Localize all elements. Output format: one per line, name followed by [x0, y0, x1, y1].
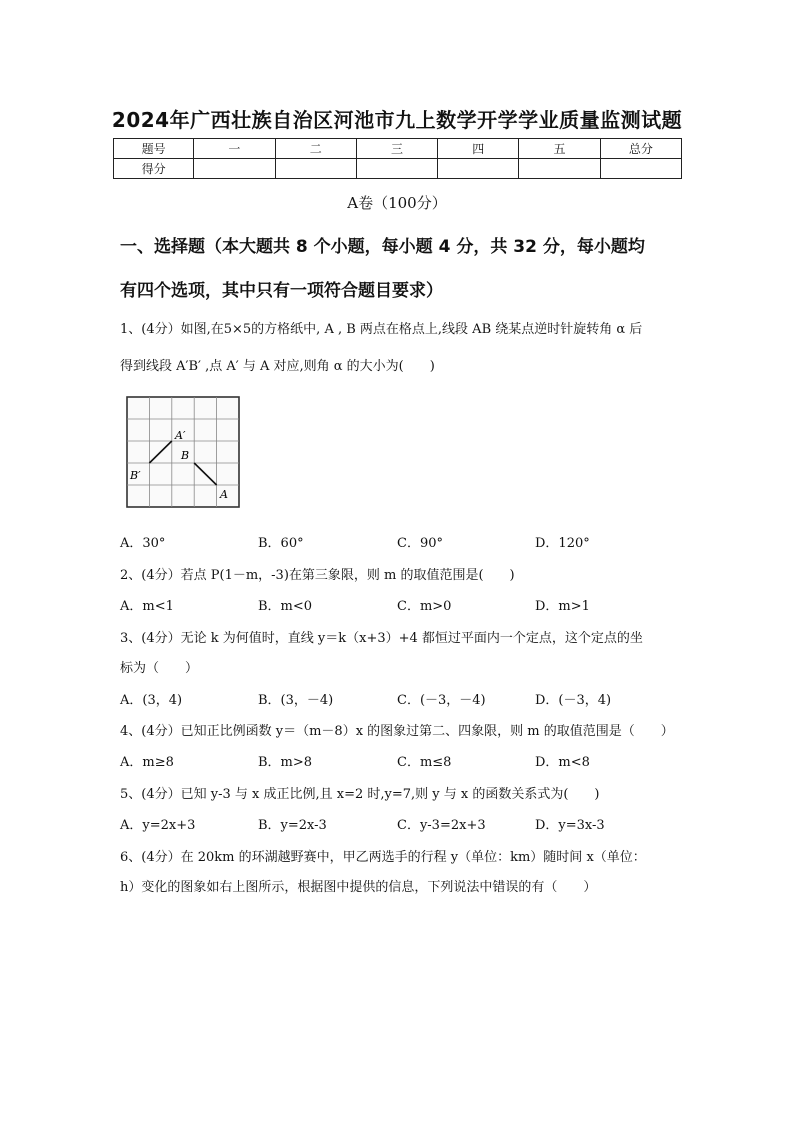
option-a: A．m<1 — [120, 599, 174, 614]
header-cell: 总分 — [600, 139, 681, 159]
question-6-line1: 6、(4分）在 20km 的环湖越野赛中，甲乙两选手的行程 y（单位：km）随时间 x（单位： — [120, 850, 646, 865]
option-c: C．90° — [397, 536, 443, 551]
option-d: D．m<8 — [535, 755, 590, 770]
option-d: D．(－3，4) — [535, 693, 612, 708]
score-table-header-row — [114, 139, 682, 159]
section-title: A卷（100分） — [347, 194, 447, 212]
question-1-options — [120, 532, 690, 550]
part-title-line2: 有四个选项，其中只有一项符合题目要求） — [120, 281, 443, 301]
question-4-options — [120, 751, 690, 769]
option-b: B．m<0 — [258, 599, 313, 614]
score-cell — [356, 159, 437, 179]
part-title-line1: 一、选择题（本大题共 8 个小题，每小题 4 分，共 32 分，每小题均 — [120, 237, 645, 257]
score-cell — [600, 159, 681, 179]
score-table-score-row — [114, 159, 682, 179]
option-c: C．m>0 — [397, 599, 452, 614]
score-cell — [438, 159, 519, 179]
label-a-prime: A′ — [175, 429, 186, 442]
option-c: C．y-3=2x+3 — [397, 818, 486, 833]
option-d: D．m>1 — [535, 599, 590, 614]
question-1-line1: 1、(4分）如图,在5×5的方格纸中, A , B 两点在格点上,线段 AB 绕某点逆时针旋转角 α 后 — [120, 322, 643, 337]
question-3-line1: 3、(4分）无论 k 为何值时，直线 y＝k（x+3）+4 都恒过平面内一个定点，这个定点的坐 — [120, 631, 643, 646]
question-2-options — [120, 595, 690, 613]
option-b: B．60° — [258, 536, 304, 551]
question-2-line1: 2、(4分）若点 P(1－m，-3)在第三象限，则 m 的取值范围是( ) — [120, 568, 515, 583]
grid-figure — [124, 394, 242, 510]
header-cell: 三 — [356, 139, 437, 159]
label-b-prime: B′ — [130, 469, 141, 482]
header-cell: 四 — [438, 139, 519, 159]
question-3-options — [120, 689, 690, 707]
option-c: C．(－3，－4) — [397, 693, 486, 708]
option-b: B．(3，－4) — [258, 693, 334, 708]
option-a: A．30° — [120, 536, 166, 551]
header-cell: 题号 — [114, 139, 194, 159]
option-b: B．m>8 — [258, 755, 313, 770]
row-label-cell: 得分 — [114, 159, 194, 179]
question-6-line2: h）变化的图象如右上图所示，根据图中提供的信息，下列说法中错误的有（ ） — [120, 880, 597, 895]
option-a: A．m≥8 — [120, 755, 174, 770]
header-cell: 一 — [194, 139, 275, 159]
option-a: A．(3，4) — [120, 693, 183, 708]
score-table — [113, 138, 682, 179]
score-cell — [275, 159, 356, 179]
question-4-line1: 4、(4分）已知正比例函数 y＝（m－8）x 的图象过第二、四象限，则 m 的取值范围是（ ） — [120, 724, 674, 739]
question-1-line2: 得到线段 A′B′ ,点 A′ 与 A 对应,则角 α 的大小为( ) — [120, 359, 435, 374]
exam-title: 2024年广西壮族自治区河池市九上数学开学学业质量监测试题 — [111, 108, 683, 132]
option-c: C．m≤8 — [397, 755, 452, 770]
header-cell: 二 — [275, 139, 356, 159]
header-cell: 五 — [519, 139, 600, 159]
score-cell — [519, 159, 600, 179]
label-a: A — [220, 488, 228, 501]
option-a: A．y=2x+3 — [120, 818, 196, 833]
score-cell — [194, 159, 275, 179]
question-3-line2: 标为（ ） — [120, 661, 199, 676]
question-5-options — [120, 814, 690, 832]
question-5-line1: 5、(4分）已知 y-3 与 x 成正比例,且 x=2 时,y=7,则 y 与 x 的函数关系式为( ) — [120, 787, 600, 802]
option-d: D．y=3x-3 — [535, 818, 605, 833]
label-b: B — [181, 449, 190, 462]
option-b: B．y=2x-3 — [258, 818, 327, 833]
option-d: D．120° — [535, 536, 590, 551]
